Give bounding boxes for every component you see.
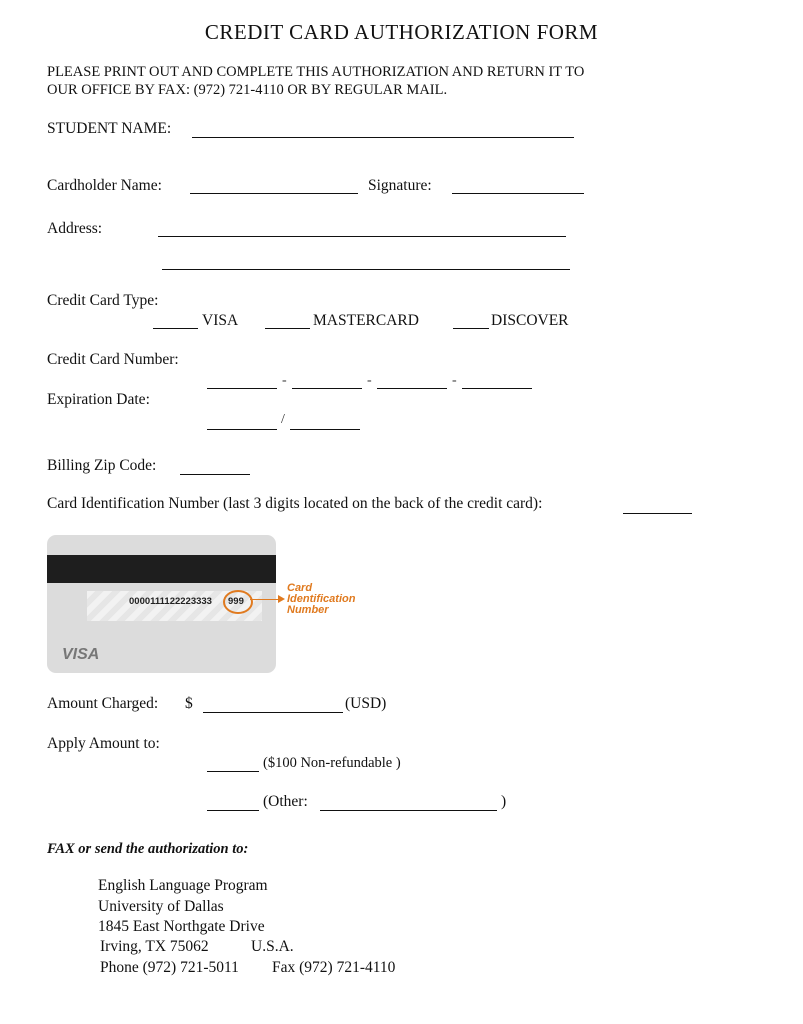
address-line-1: English Language Program	[98, 877, 268, 894]
apply-other-field[interactable]	[320, 810, 497, 811]
expiration-sep: /	[281, 412, 285, 427]
card-number-group-3[interactable]	[377, 388, 447, 389]
card-number-group-4[interactable]	[462, 388, 532, 389]
magnetic-stripe	[47, 555, 276, 583]
expiration-year-field[interactable]	[290, 429, 360, 430]
visa-checkbox-line[interactable]	[153, 328, 198, 329]
apply-option-nonrefundable: ($100 Non-refundable )	[263, 755, 401, 771]
cardholder-name-label: Cardholder Name:	[47, 177, 162, 194]
apply-other-close: )	[501, 793, 507, 810]
apply-other-line[interactable]	[207, 810, 259, 811]
cardholder-name-field[interactable]	[190, 193, 358, 194]
student-name-label: STUDENT NAME:	[47, 120, 172, 137]
card-type-visa: VISA	[202, 312, 239, 329]
address-fax: Fax (972) 721-4110	[272, 959, 396, 976]
card-id-field[interactable]	[623, 513, 692, 514]
callout-arrow-line	[250, 599, 280, 600]
card-back-illustration	[47, 535, 276, 673]
card-id-callout	[287, 583, 355, 616]
address-city: Irving, TX 75062	[100, 938, 209, 955]
card-type-discover: DISCOVER	[491, 312, 569, 329]
card-number-group-1[interactable]	[207, 388, 277, 389]
currency-note: (USD)	[345, 695, 387, 712]
apply-option-other: (Other:	[263, 793, 308, 810]
address-line-2: University of Dallas	[98, 898, 224, 915]
card-type-mastercard: MASTERCARD	[313, 312, 419, 329]
discover-checkbox-line[interactable]	[453, 328, 489, 329]
card-number-sep-3: -	[452, 373, 457, 388]
currency-symbol: $	[185, 695, 193, 712]
callout-line-3: Number	[287, 604, 329, 616]
billing-zip-label: Billing Zip Code:	[47, 457, 157, 474]
card-illustration-cvv: 999	[228, 596, 244, 607]
expiration-month-field[interactable]	[207, 429, 277, 430]
callout-line-1: Card	[287, 582, 313, 594]
fax-heading: FAX or send the authorization to:	[47, 841, 249, 857]
address-line-3: 1845 East Northgate Drive	[98, 918, 265, 935]
card-id-label: Card Identification Number (last 3 digits located on the back of the credit card):	[47, 495, 543, 512]
card-number-group-2[interactable]	[292, 388, 362, 389]
card-illustration-brand: VISA	[62, 646, 100, 663]
student-name-field[interactable]	[192, 137, 574, 138]
card-type-label: Credit Card Type:	[47, 292, 159, 309]
card-number-sep-2: -	[367, 373, 372, 388]
callout-line-2: Identification	[287, 593, 356, 605]
amount-charged-label: Amount Charged:	[47, 695, 159, 712]
card-number-sep-1: -	[282, 373, 287, 388]
form-title: CREDIT CARD AUTHORIZATION FORM	[204, 20, 599, 44]
mastercard-checkbox-line[interactable]	[265, 328, 310, 329]
signature-field[interactable]	[452, 193, 584, 194]
expiration-label: Expiration Date:	[47, 391, 150, 408]
amount-charged-field[interactable]	[203, 712, 343, 713]
instructions-line-2: OUR OFFICE BY FAX: (972) 721-4110 OR BY REGULAR MAIL.	[47, 82, 448, 98]
billing-zip-field[interactable]	[180, 474, 250, 475]
address-country: U.S.A.	[251, 938, 294, 955]
apply-amount-label: Apply Amount to:	[47, 735, 160, 752]
signature-label: Signature:	[368, 177, 432, 194]
apply-nonrefundable-line[interactable]	[207, 771, 259, 772]
address-phone: Phone (972) 721-5011	[100, 959, 239, 976]
address-label: Address:	[47, 220, 103, 237]
address-field-line-2[interactable]	[162, 269, 570, 270]
callout-arrow-icon	[278, 595, 285, 603]
instructions-line-1: PLEASE PRINT OUT AND COMPLETE THIS AUTHORIZATION AND RETURN IT TO	[47, 64, 585, 80]
card-illustration-number: 0000111122223333	[129, 596, 212, 607]
address-field-line-1[interactable]	[158, 236, 566, 237]
card-number-label: Credit Card Number:	[47, 351, 179, 368]
